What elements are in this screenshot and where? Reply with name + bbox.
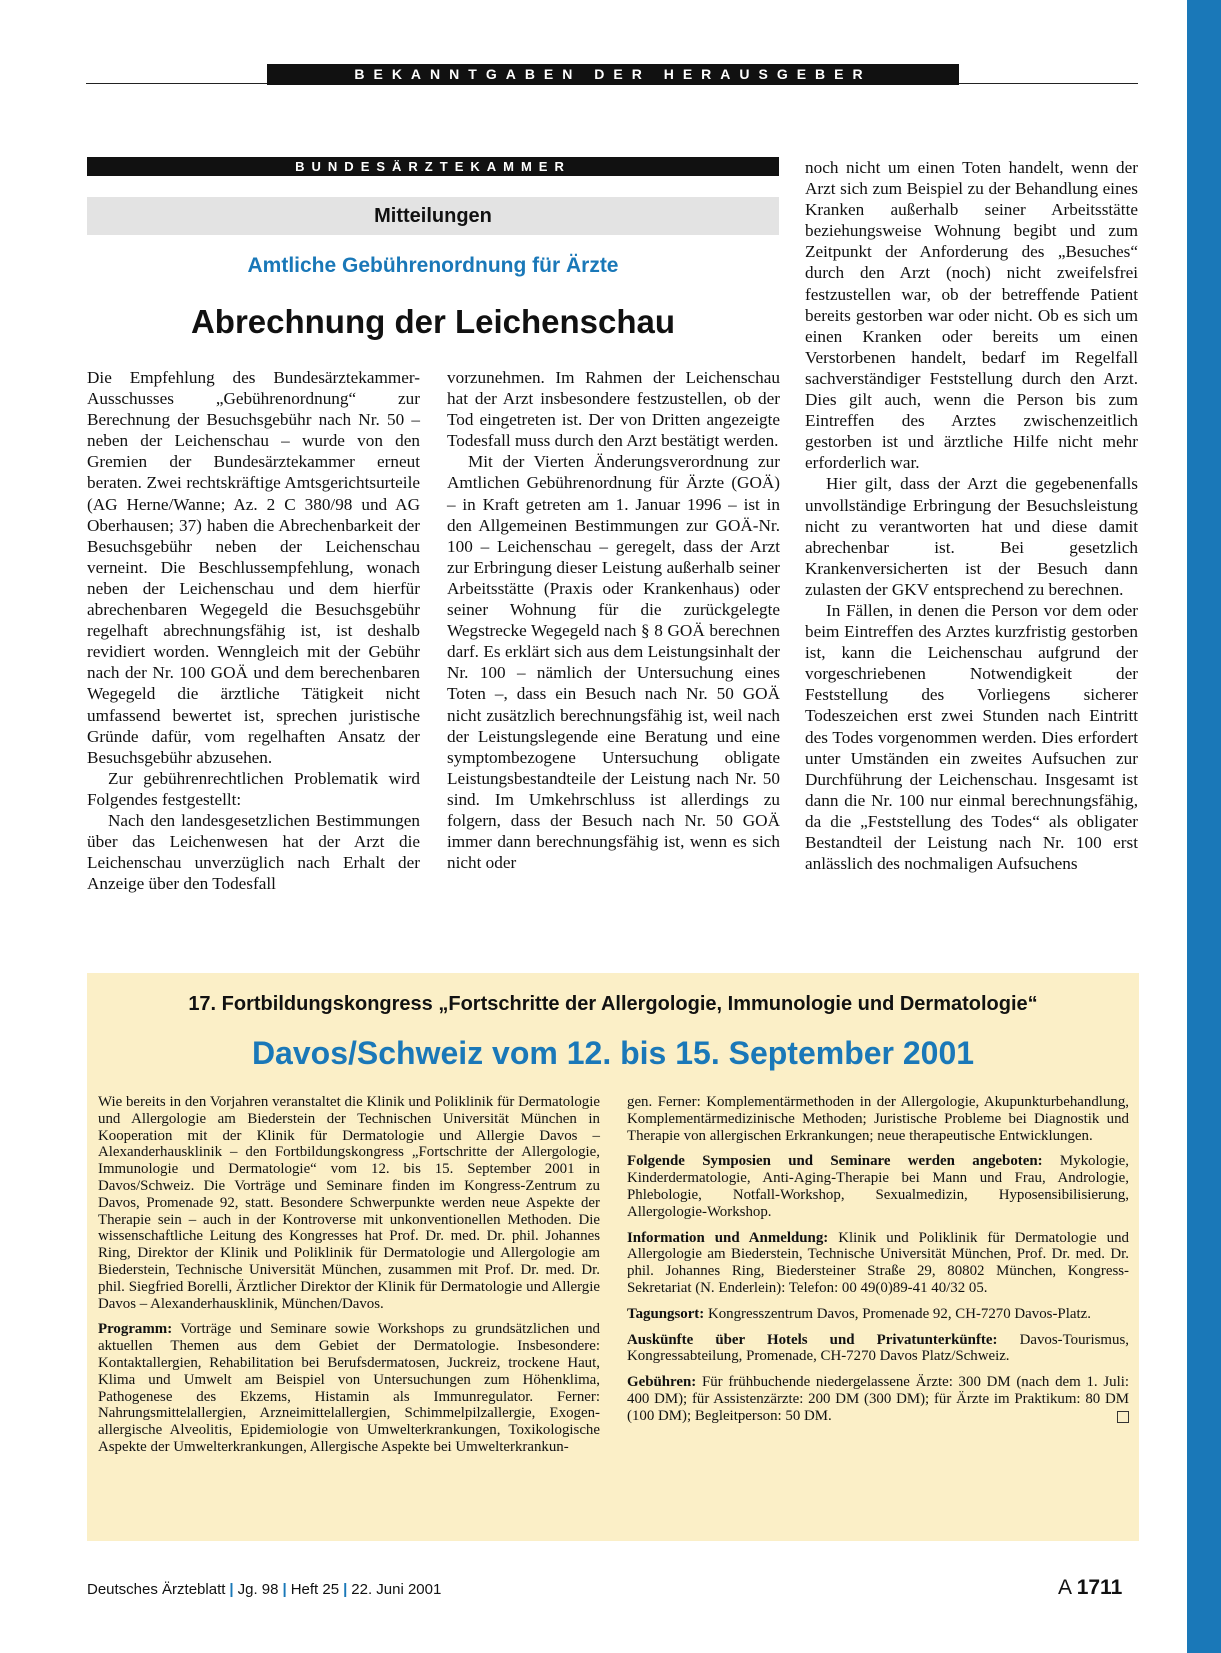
text: Davos-Tourismus, Kongressabteilung, Promenade, CH-7270 Davos Platz/Schweiz. [627,1331,1129,1365]
article-subtitle: Amtliche Gebührenordnung für Ärzte [247,254,619,277]
paragraph [627,1374,1129,1424]
label: Programm: [98,1321,173,1338]
paragraph [98,1321,600,1455]
congress-announcement-box [87,973,1139,1541]
paragraph: Die Empfehlung des Bundesärztekammer-Ausschusses „Gebührenordnung“ zur Berechnung der Besuchsgebühr nach Nr. 50 – neben der Leichenschau – wurde von den Gremien der Bundesärztekammer erneut beraten. Zwei rechtskräftige Amtsgerichtsurteile (AG Herne/Wanne; Az. 2 C 380/98 und AG Oberhausen; 37) haben die Abrechenbarkeit der Besuchsgebühr neben der Leichenschau verneint. Die Beschlussempfehlung, wonach neben der Leichenschau und dem hierfür abrechenbaren Wegegeld die Besuchsgebühr regelhaft abrechnungsfähig ist, ist deshalb revidiert worden. Wenngleich mit der Gebühr nach der Nr. 100 GOÄ und dem berechenbaren Wegegeld die ärztliche Tätigkeit nicht umfassend bewertet ist, sprechen juristische Gründe dafür, vom regelhaften Ansatz der Besuchsgebühr abzusehen. [87,368,420,767]
article-column-2 [447,367,780,873]
volume: Jg. 98 [237,1581,279,1598]
label: Information und Anmeldung: [627,1229,829,1246]
paragraph: In Fällen, in denen die Person vor dem oder beim Eintreffen des Arztes kurzfristig gestorben ist, kann die Leichenschau aufgrund der vorgeschriebenen Notwendigkeit der Feststellung des Vorliegens sicherer Todeszeichen erst zwei Stunden nach Eintritt des Todes vorgenommen werden. Dies erfordert unter Umständen ein zweites Aufsuchen zur Durchführung der Leichenschau. Insgesamt ist dann die Nr. 100 nur einmal berechnungsfähig, da die „Feststellung des Todes“ als obligater Bestandteil der Leistung nach Nr. 100 erst anlässlich des nochmaligen Aufsuchens [805,600,1138,874]
page-footer [87,1581,441,1598]
issue: Heft 25 [290,1581,340,1598]
separator: | [343,1581,348,1598]
paragraph: noch nicht um einen Toten handelt, wenn der Arzt sich zum Beispiel zu der Behandlung eines Kranken außerhalb seiner Arbeitsstätte beziehungsweise Wohnung begibt und zum Zeitpunkt der Anforderung des „Besuches“ durch den Arzt (noch) nicht zweifelsfrei festzustellen war, ob der betreffende Patient bereits gestorben war oder nicht. Ob es sich um einen Kranken oder bereits um einen Verstorbenen handelt, bedarf im Regelfall sachverständiger Feststellung durch den Arzt. Dies gilt auch, wenn die Person bis zum Eintreffen des Arztes zwischenzeitlich gestorben ist und ärztliche Hilfe nicht mehr erforderlich war. [805,158,1138,473]
separator: | [229,1581,234,1598]
label: Tagungsort: [627,1305,705,1322]
paragraph [627,1306,1129,1323]
article-column-1 [87,367,420,894]
paragraph: Wie bereits in den Vorjahren veranstaltet die Klinik und Poliklinik für Dermatologie und Allergologie am Biederstein der Technischen Universität München in Kooperation mit der Klinik für Dermatologie und Allergie Davos – Alexanderhausklinik – den Fortbildungskongress „Fortschritte der Allergologie, Immunologie und Dermatologie“ vom 12. bis 15. September 2001 in Davos/Schweiz. Die Vorträge und Seminare finden im Kongress-Zentrum zu Davos, Promenade 92, statt. Besondere Schwerpunkte werden neue Aspekte der Therapie sein – auch in der Kontroverse mit unkonventionellen Methoden. Die wissenschaftliche Leitung des Kongresses hat Prof. Dr. med. Dr. phil. Johannes Ring, Direktor der Klinik und Poliklinik für Dermatologie und Allergologie am Biederstein, Technische Universität München, zusammen mit Prof. Dr. med. Dr. phil. Siegfried Borelli, Ärztlicher Direktor der Klinik für Dermatologie und Allergie Davos – Alexanderhausklinik, München/Davos. [98,1094,600,1312]
paragraph: gen. Ferner: Komplementärmethoden in der Allergologie, Akupunkturbehandlung, Komplementärmedizinische Methoden; Juristische Probleme bei Diagnostik und Therapie von allergischen Erkrankungen; neue therapeutische Entwicklungen. [627,1094,1129,1144]
congress-column-right [627,1094,1129,1434]
congress-headline: Davos/Schweiz vom 12. bis 15. September 2001 [251,1035,975,1071]
issue-date: 22. Juni 2001 [351,1581,442,1598]
text: Kongresszentrum Davos, Promenade 92, CH-7270 Davos-Platz. [707,1305,1091,1322]
header-banner: BEKANNTGABEN DER HERAUSGEBER [267,64,959,85]
side-color-bar [1187,0,1221,1653]
page-number-value: 1711 [1076,1576,1123,1599]
label: Gebühren: [627,1374,697,1391]
congress-column-left [98,1094,600,1465]
label: Auskünfte über Hotels und Privatunterkünfte: [627,1331,998,1348]
text: Klinik und Poliklinik für Dermatologie und Allergologie am Biederstein, Technische Universität München, Prof. Dr. med. Dr. phil. Johannes Ring, Biedersteiner Straße 29, 80802 München, Kongress-Sekretariat (N. Enderlein): Telefon: 00 49(0)89-41 40/32 05. [627,1229,1129,1296]
page-number [1058,1576,1122,1600]
paragraph: vorzunehmen. Im Rahmen der Leichenschau hat der Arzt insbesondere festzustellen, ob der Tod eingetreten ist. Der von Dritten angezeigte Todesfall muss durch den Arzt bestätigt werden. [447,368,780,451]
label: Folgende Symposien und Seminare werden angeboten: [627,1153,1043,1170]
paragraph [627,1153,1129,1220]
journal-name: Deutsches Ärzteblatt [87,1581,226,1598]
text: Für frühbuchende niedergelassene Ärzte: 300 DM (nach dem 1. Juli: 400 DM); für Assistenzärzte: 200 DM (300 DM); für Ärzte im Praktikum: 80 DM (100 DM); Begleitperson: 50 DM. [627,1374,1129,1424]
text: Mykologie, Kinderdermatologie, Anti-Aging-Therapie bei Mann und Frau, Andrologie, Phlebologie, Notfall-Workshop, Sexualmedizin, Hyposensibilisierung, Allergologie-Workshop. [627,1153,1129,1220]
section-category: Mitteilungen [87,197,779,235]
article-column-3 [805,157,1138,874]
article-title: Abrechnung der Leichenschau [190,303,676,340]
text: Vorträge und Seminare sowie Workshops zu grundsätzlichen und aktuellen Themen aus dem Gebiet der Dermatologie. Insbesondere: Kontaktallergien, Rehabilitation bei Berufsdermatosen, Juckreiz, trockene Haut, Klima und Umwelt am Beispiel von Untersuchungen zum Höhenklima, Pathogenese des Ekzems, Histamin als Immunregulator. Ferner: Nahrungsmittelallergien, Arzneimittelallergien, Schimmelpilzallergie, Exogen-allergische Alveolitis, Epidemiologie von Umwelterkrankungen, Toxikologische Aspekte der Umwelterkrankungen, Allergische Aspekte bei Umwelterkrankun- [98,1321,600,1455]
paragraph: Mit der Vierten Änderungsverordnung zur Amtlichen Gebührenordnung für Ärzte (GOÄ) – in Kraft getreten am 1. Januar 1996 – ist in den Allgemeinen Bestimmungen zur GOÄ-Nr. 100 – Leichenschau – geregelt, dass der Arzt zur Erbringung dieser Leistung außerhalb seiner Arbeitsstätte (Praxis oder Krankenhaus) oder seiner Wohnung für die zurückgelegte Wegstrecke Wegegeld nach § 8 GOÄ berechnen darf. Es erklärt sich aus dem Leistungsinhalt der Nr. 100 – nämlich der Untersuchung eines Toten –, dass ein Besuch nach Nr. 50 GOÄ nicht zusätzlich berechnungsfähig ist, weil nach der Leistungslegende eine Beratung und eine symptombezogene Untersuchung obligate Leistungsbestandteile der Leistung nach Nr. 50 sind. Im Umkehrschluss ist allerdings zu folgern, dass der Besuch nach Nr. 50 GOÄ immer dann berechnungsfähig ist, wenn es sich nicht oder [447,452,780,873]
congress-title: 17. Fortbildungskongress „Fortschritte der Allergologie, Immunologie und Dermatologie“ [188,993,1038,1015]
paragraph: Zur gebührenrechtlichen Problematik wird Folgendes festgestellt: [87,768,420,809]
section-banner: BUNDESÄRZTEKAMMER [87,157,779,176]
separator: | [282,1581,287,1598]
paragraph: Nach den landesgesetzlichen Bestimmungen über das Leichenwesen hat der Arzt die Leichenschau unverzüglich nach Erhalt der Anzeige über den Todesfall [87,810,420,894]
paragraph: Hier gilt, dass der Arzt die gegebenenfalls unvollständige Erbringung der Besuchsleistung nicht zu verantworten hat und diese damit abrechenbar ist. Bei gesetzlich Krankenversicherten ist der Besuch dann zulasten der GKV entsprechend zu berechnen. [805,474,1138,599]
end-mark-icon [1117,1411,1129,1423]
paragraph [627,1332,1129,1366]
paragraph [627,1230,1129,1297]
page-prefix: A [1058,1576,1071,1599]
